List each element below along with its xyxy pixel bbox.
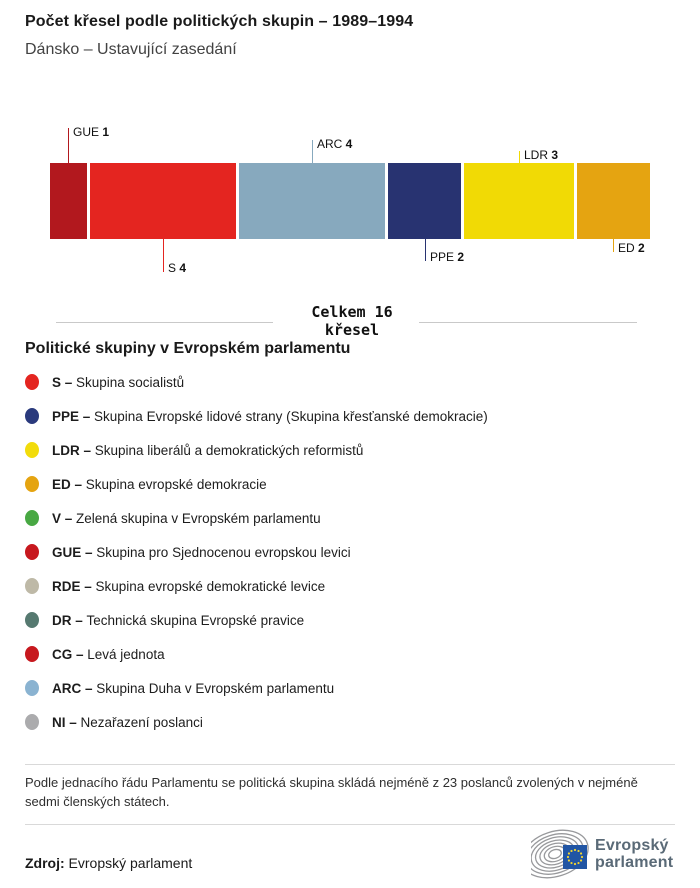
legend-item-s bbox=[25, 365, 675, 399]
footnote: Podle jednacího řádu Parlamentu se politická skupina skládá nejméně z 23 poslanců zvolených v nejméně sedmi členských státech. bbox=[25, 775, 638, 809]
legend-list bbox=[25, 365, 675, 739]
legend-item-label: ARC – Skupina Duha v Evropském parlamentu bbox=[52, 680, 335, 696]
total-seats-label bbox=[272, 303, 432, 339]
total-divider-line-right bbox=[419, 322, 637, 323]
bar-segment-arc bbox=[239, 163, 385, 239]
bar-callout-tick-ldr bbox=[519, 151, 520, 163]
bar-label-ldr: LDR 3 bbox=[524, 148, 559, 162]
legend-item-cg bbox=[25, 637, 675, 671]
legend-item-ppe bbox=[25, 399, 675, 433]
footnote-divider-bottom bbox=[25, 824, 675, 825]
page-subtitle: Dánsko – Ustavující zasedání bbox=[25, 41, 237, 58]
legend-item-ni bbox=[25, 705, 675, 739]
legend-item-label: V – Zelená skupina v Evropském parlamentu bbox=[52, 510, 321, 526]
bar-label-arc: ARC 4 bbox=[317, 137, 353, 151]
bar-label-ppe: PPE 2 bbox=[430, 250, 465, 264]
legend-item-ldr bbox=[25, 433, 675, 467]
legend-dot-s bbox=[25, 374, 39, 390]
bar-segment-ppe bbox=[388, 163, 461, 239]
legend-item-label: PPE – Skupina Evropské lidové strany (Skupina křesťanské demokracie) bbox=[52, 408, 488, 424]
legend-item-label: LDR – Skupina liberálů a demokratických reformistů bbox=[52, 442, 364, 458]
ep-logo-line2: parlament bbox=[595, 854, 674, 871]
legend-dot-v bbox=[25, 510, 39, 526]
legend-item-rde bbox=[25, 569, 675, 603]
legend-item-label: RDE – Skupina evropské demokratické levice bbox=[52, 578, 326, 594]
total-seats-line1: Celkem 16 bbox=[311, 303, 393, 321]
ep-logo-text bbox=[595, 837, 673, 871]
ep-logo-line1: Evropský bbox=[595, 837, 669, 854]
bar-callout-tick-gue bbox=[68, 128, 69, 163]
bar-label-gue: GUE 1 bbox=[73, 125, 110, 139]
legend-item-dr bbox=[25, 603, 675, 637]
source-label: Zdroj: bbox=[25, 855, 65, 871]
bar-segment-s bbox=[90, 163, 236, 239]
source-line bbox=[25, 855, 192, 871]
ep-hemicycle-flag-icon bbox=[531, 828, 595, 884]
legend-dot-ldr bbox=[25, 442, 39, 458]
source-value: Evropský parlament bbox=[68, 855, 193, 871]
total-divider-line-left bbox=[56, 322, 273, 323]
bar-callout-tick-ed bbox=[613, 239, 614, 252]
bar-segment-ldr bbox=[464, 163, 574, 239]
bar-label-ed: ED 2 bbox=[618, 241, 645, 255]
european-parliament-logo bbox=[531, 828, 676, 884]
legend-item-v bbox=[25, 501, 675, 535]
legend-item-label: NI – Nezařazení poslanci bbox=[52, 714, 203, 730]
legend-heading: Politické skupiny v Evropském parlamentu bbox=[25, 340, 351, 357]
bar-segment-gue bbox=[50, 163, 87, 239]
bar-callout-tick-s bbox=[163, 239, 164, 272]
legend-dot-ed bbox=[25, 476, 39, 492]
bar-callout-tick-ppe bbox=[425, 239, 426, 261]
page-title: Počet křesel podle politických skupin – 1989–1994 bbox=[25, 13, 414, 30]
footnote-divider-top bbox=[25, 764, 675, 765]
bar-label-s: S 4 bbox=[168, 261, 187, 275]
legend-item-label: CG – Levá jednota bbox=[52, 646, 165, 662]
bar-callout-tick-arc bbox=[312, 140, 313, 163]
legend-dot-ni bbox=[25, 714, 39, 730]
legend-item-gue bbox=[25, 535, 675, 569]
bar-segment-ed bbox=[577, 163, 650, 239]
legend-dot-rde bbox=[25, 578, 39, 594]
legend-dot-dr bbox=[25, 612, 39, 628]
legend-item-label: ED – Skupina evropské demokracie bbox=[52, 476, 267, 492]
legend-item-label: DR – Technická skupina Evropské pravice bbox=[52, 612, 305, 628]
legend-dot-ppe bbox=[25, 408, 39, 424]
eu-flag-icon bbox=[563, 845, 587, 869]
legend-dot-arc bbox=[25, 680, 39, 696]
legend-dot-cg bbox=[25, 646, 39, 662]
total-seats-line2: křesel bbox=[324, 321, 380, 339]
legend-item-label: GUE – Skupina pro Sjednocenou evropskou levici bbox=[52, 544, 351, 560]
legend-dot-gue bbox=[25, 544, 39, 560]
legend-item-ed bbox=[25, 467, 675, 501]
legend-item-arc bbox=[25, 671, 675, 705]
legend-item-label: S – Skupina socialistů bbox=[52, 374, 185, 390]
